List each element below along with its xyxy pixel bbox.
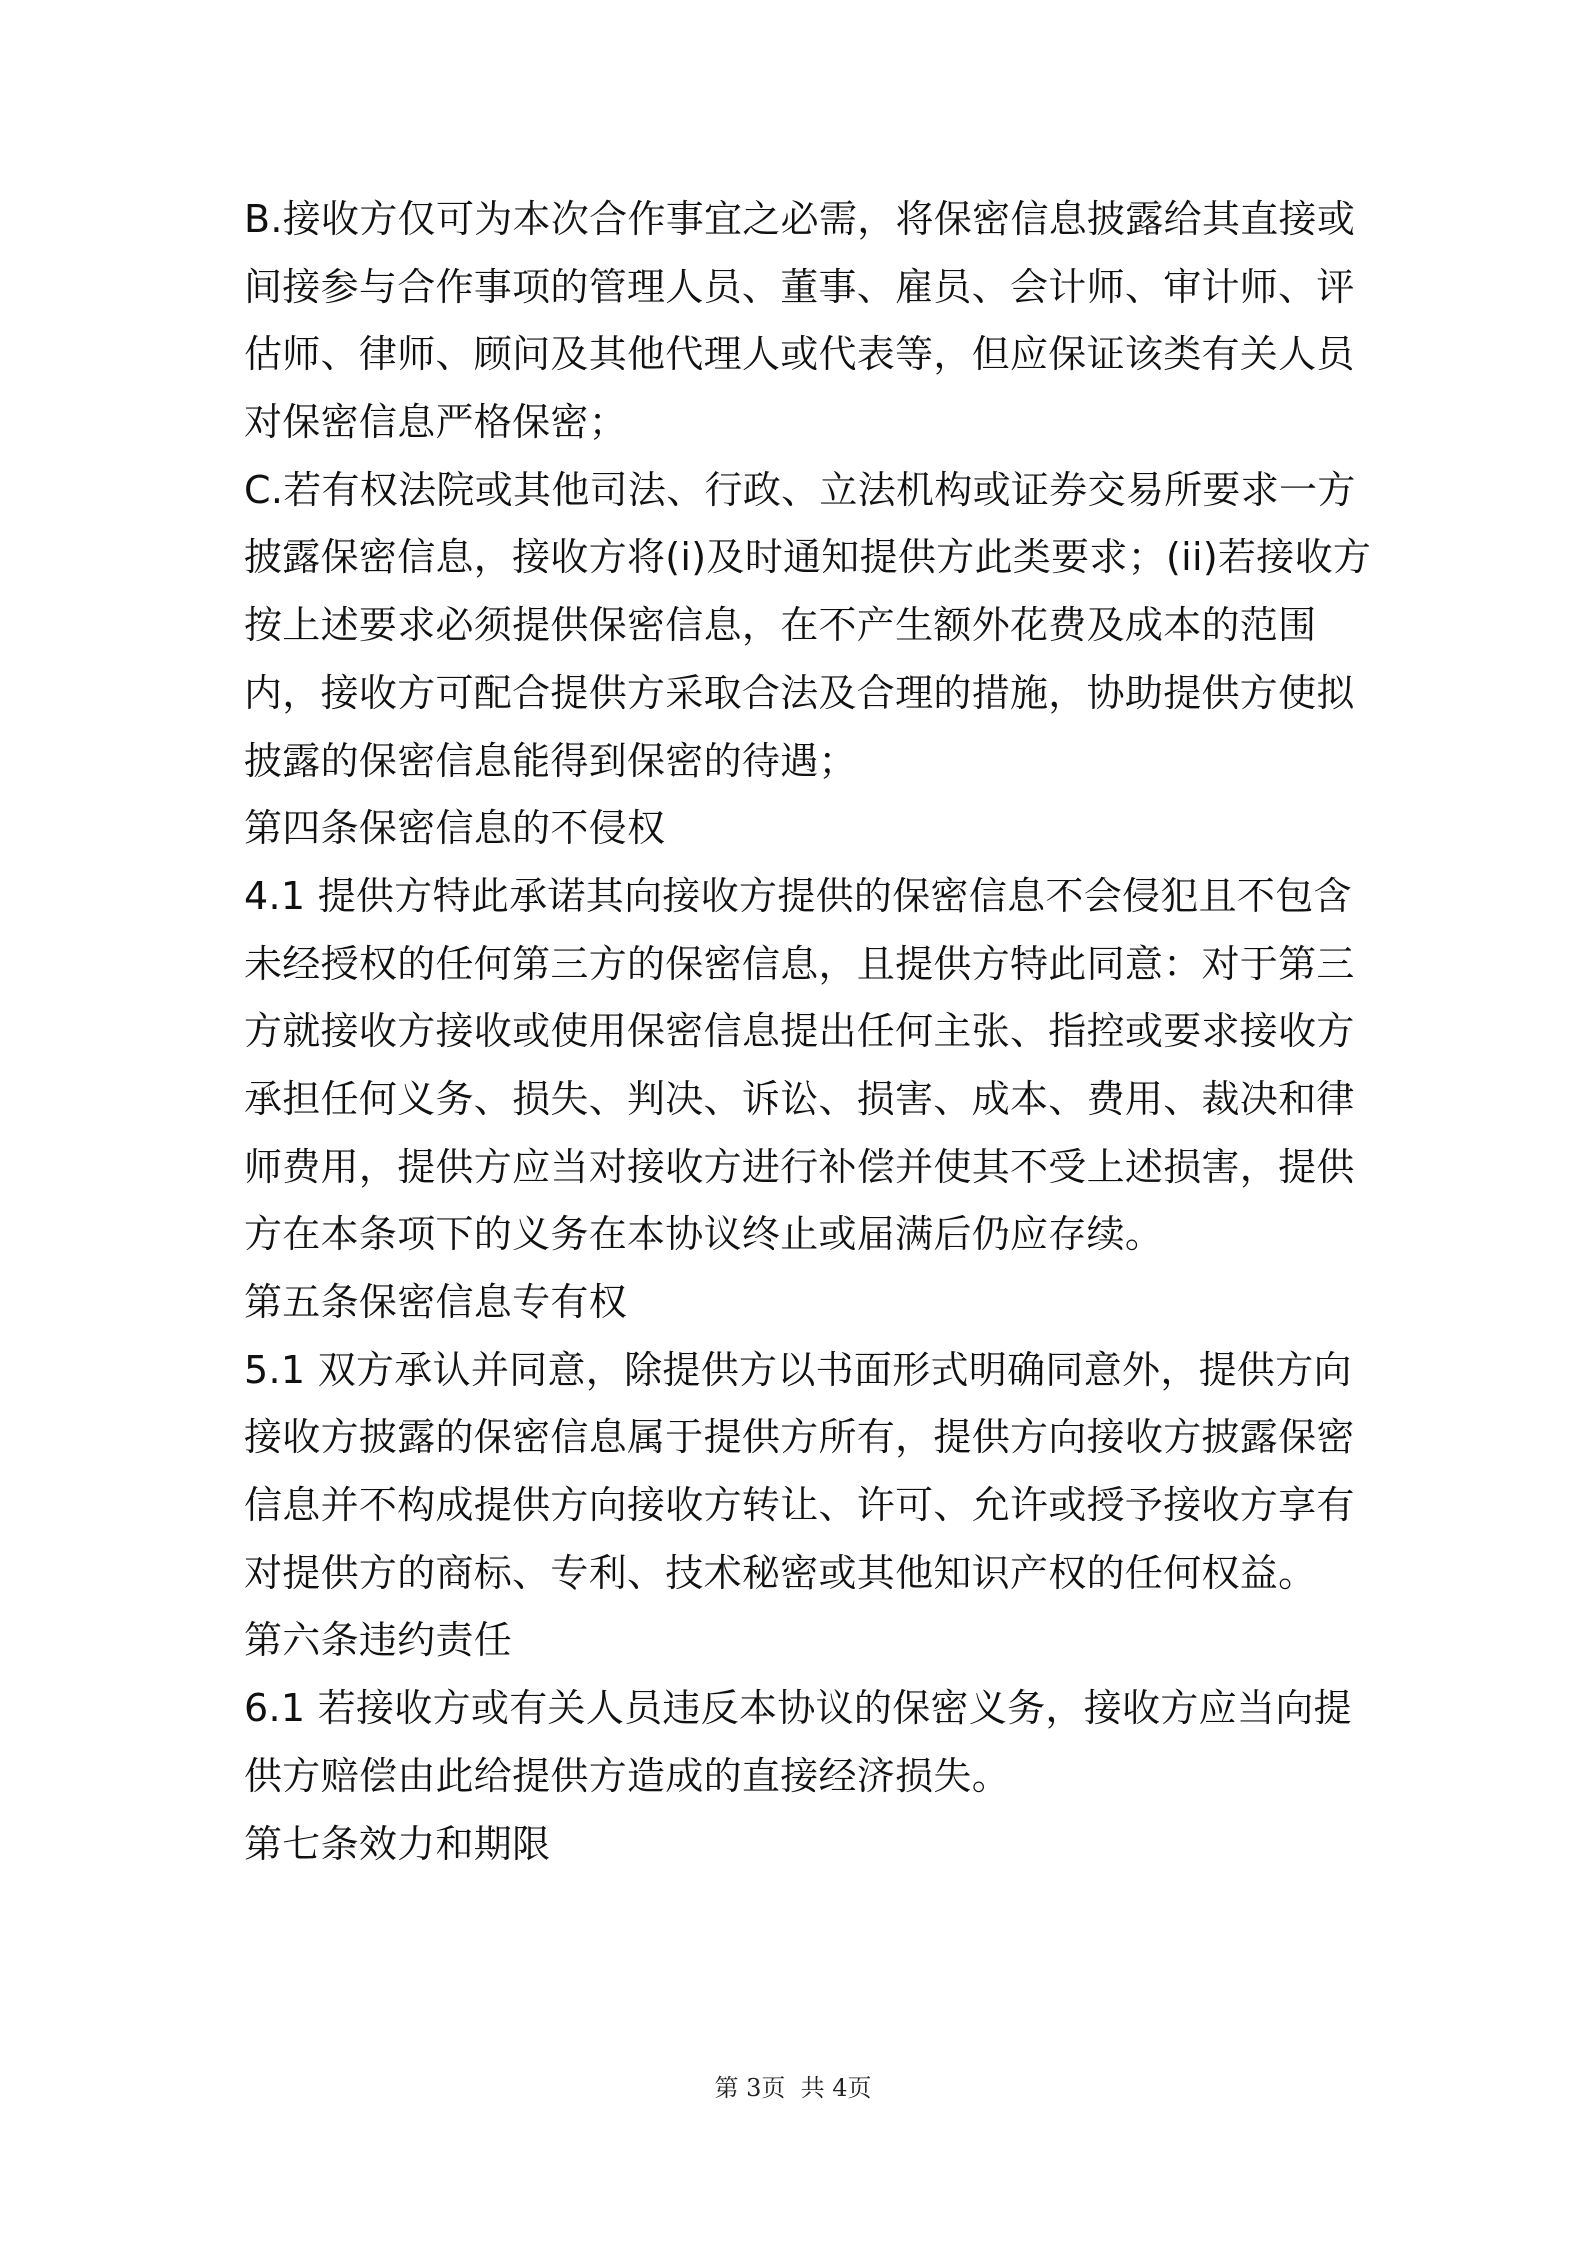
text-line: 接收方披露的保密信息属于提供方所有，提供方向接收方披露保密 xyxy=(244,1415,1355,1460)
text-line: 未经授权的任何第三方的保密信息，且提供方特此同意：对于第三 xyxy=(244,941,1355,986)
text-line: 对提供方的商标、专利、技术秘密或其他知识产权的任何权益。 xyxy=(244,1550,1317,1595)
text-line: 内，接收方可配合提供方采取合法及合理的措施，协助提供方使拟 xyxy=(244,670,1355,715)
section-heading-article-5: 第五条保密信息专有权 xyxy=(244,1280,628,1324)
text-line: 承担任何义务、损失、判决、诉讼、损害、成本、费用、裁决和律 xyxy=(244,1076,1355,1121)
text-line: 按上述要求必须提供保密信息，在不产生额外花费及成本的范围 xyxy=(244,603,1317,648)
text-line: 师费用，提供方应当对接收方进行补偿并使其不受上述损害，提供 xyxy=(244,1144,1355,1189)
page-number-footer: 第 3页 共 4页 xyxy=(714,2074,872,2102)
text-line: 信息并不构成提供方向接收方转让、许可、允许或授予接收方享有 xyxy=(244,1483,1355,1528)
text-line: 方在本条项下的义务在本协议终止或届满后仍应存续。 xyxy=(244,1212,1164,1257)
text-line: 5.1 双方承认并同意，除提供方以书面形式明确同意外，提供方向 xyxy=(244,1347,1352,1392)
text-line: 估师、律师、顾问及其他代理人或代表等，但应保证该类有关人员 xyxy=(244,332,1355,377)
text-line: 6.1 若接收方或有关人员违反本协议的保密义务，接收方应当向提 xyxy=(244,1686,1352,1731)
section-heading-article-7: 第七条效力和期限 xyxy=(244,1821,551,1866)
section-heading-article-6: 第六条违约责任 xyxy=(244,1618,513,1663)
text-line: 供方赔偿由此给提供方造成的直接经济损失。 xyxy=(244,1753,1011,1798)
text-line: 间接参与合作事项的管理人员、董事、雇员、会计师、审计师、评 xyxy=(244,264,1355,309)
text-line: C.若有权法院或其他司法、行政、立法机构或证券交易所要求一方 xyxy=(244,467,1356,512)
section-heading-article-4: 第四条保密信息的不侵权 xyxy=(244,806,666,851)
text-line: 4.1 提供方特此承诺其向接收方提供的保密信息不会侵犯且不包含 xyxy=(244,873,1352,918)
text-line: 对保密信息严格保密； xyxy=(244,400,628,445)
text-line: 方就接收方接收或使用保密信息提出任何主张、指控或要求接收方 xyxy=(244,1009,1355,1054)
text-line: B.接收方仅可为本次合作事宜之必需，将保密信息披露给其直接或 xyxy=(244,197,1356,241)
text-line: 披露的保密信息能得到保密的待遇； xyxy=(244,738,857,783)
text-line: 披露保密信息，接收方将(i)及时通知提供方此类要求；(ii)若接收方 xyxy=(244,535,1372,580)
document-body xyxy=(244,186,1372,1878)
